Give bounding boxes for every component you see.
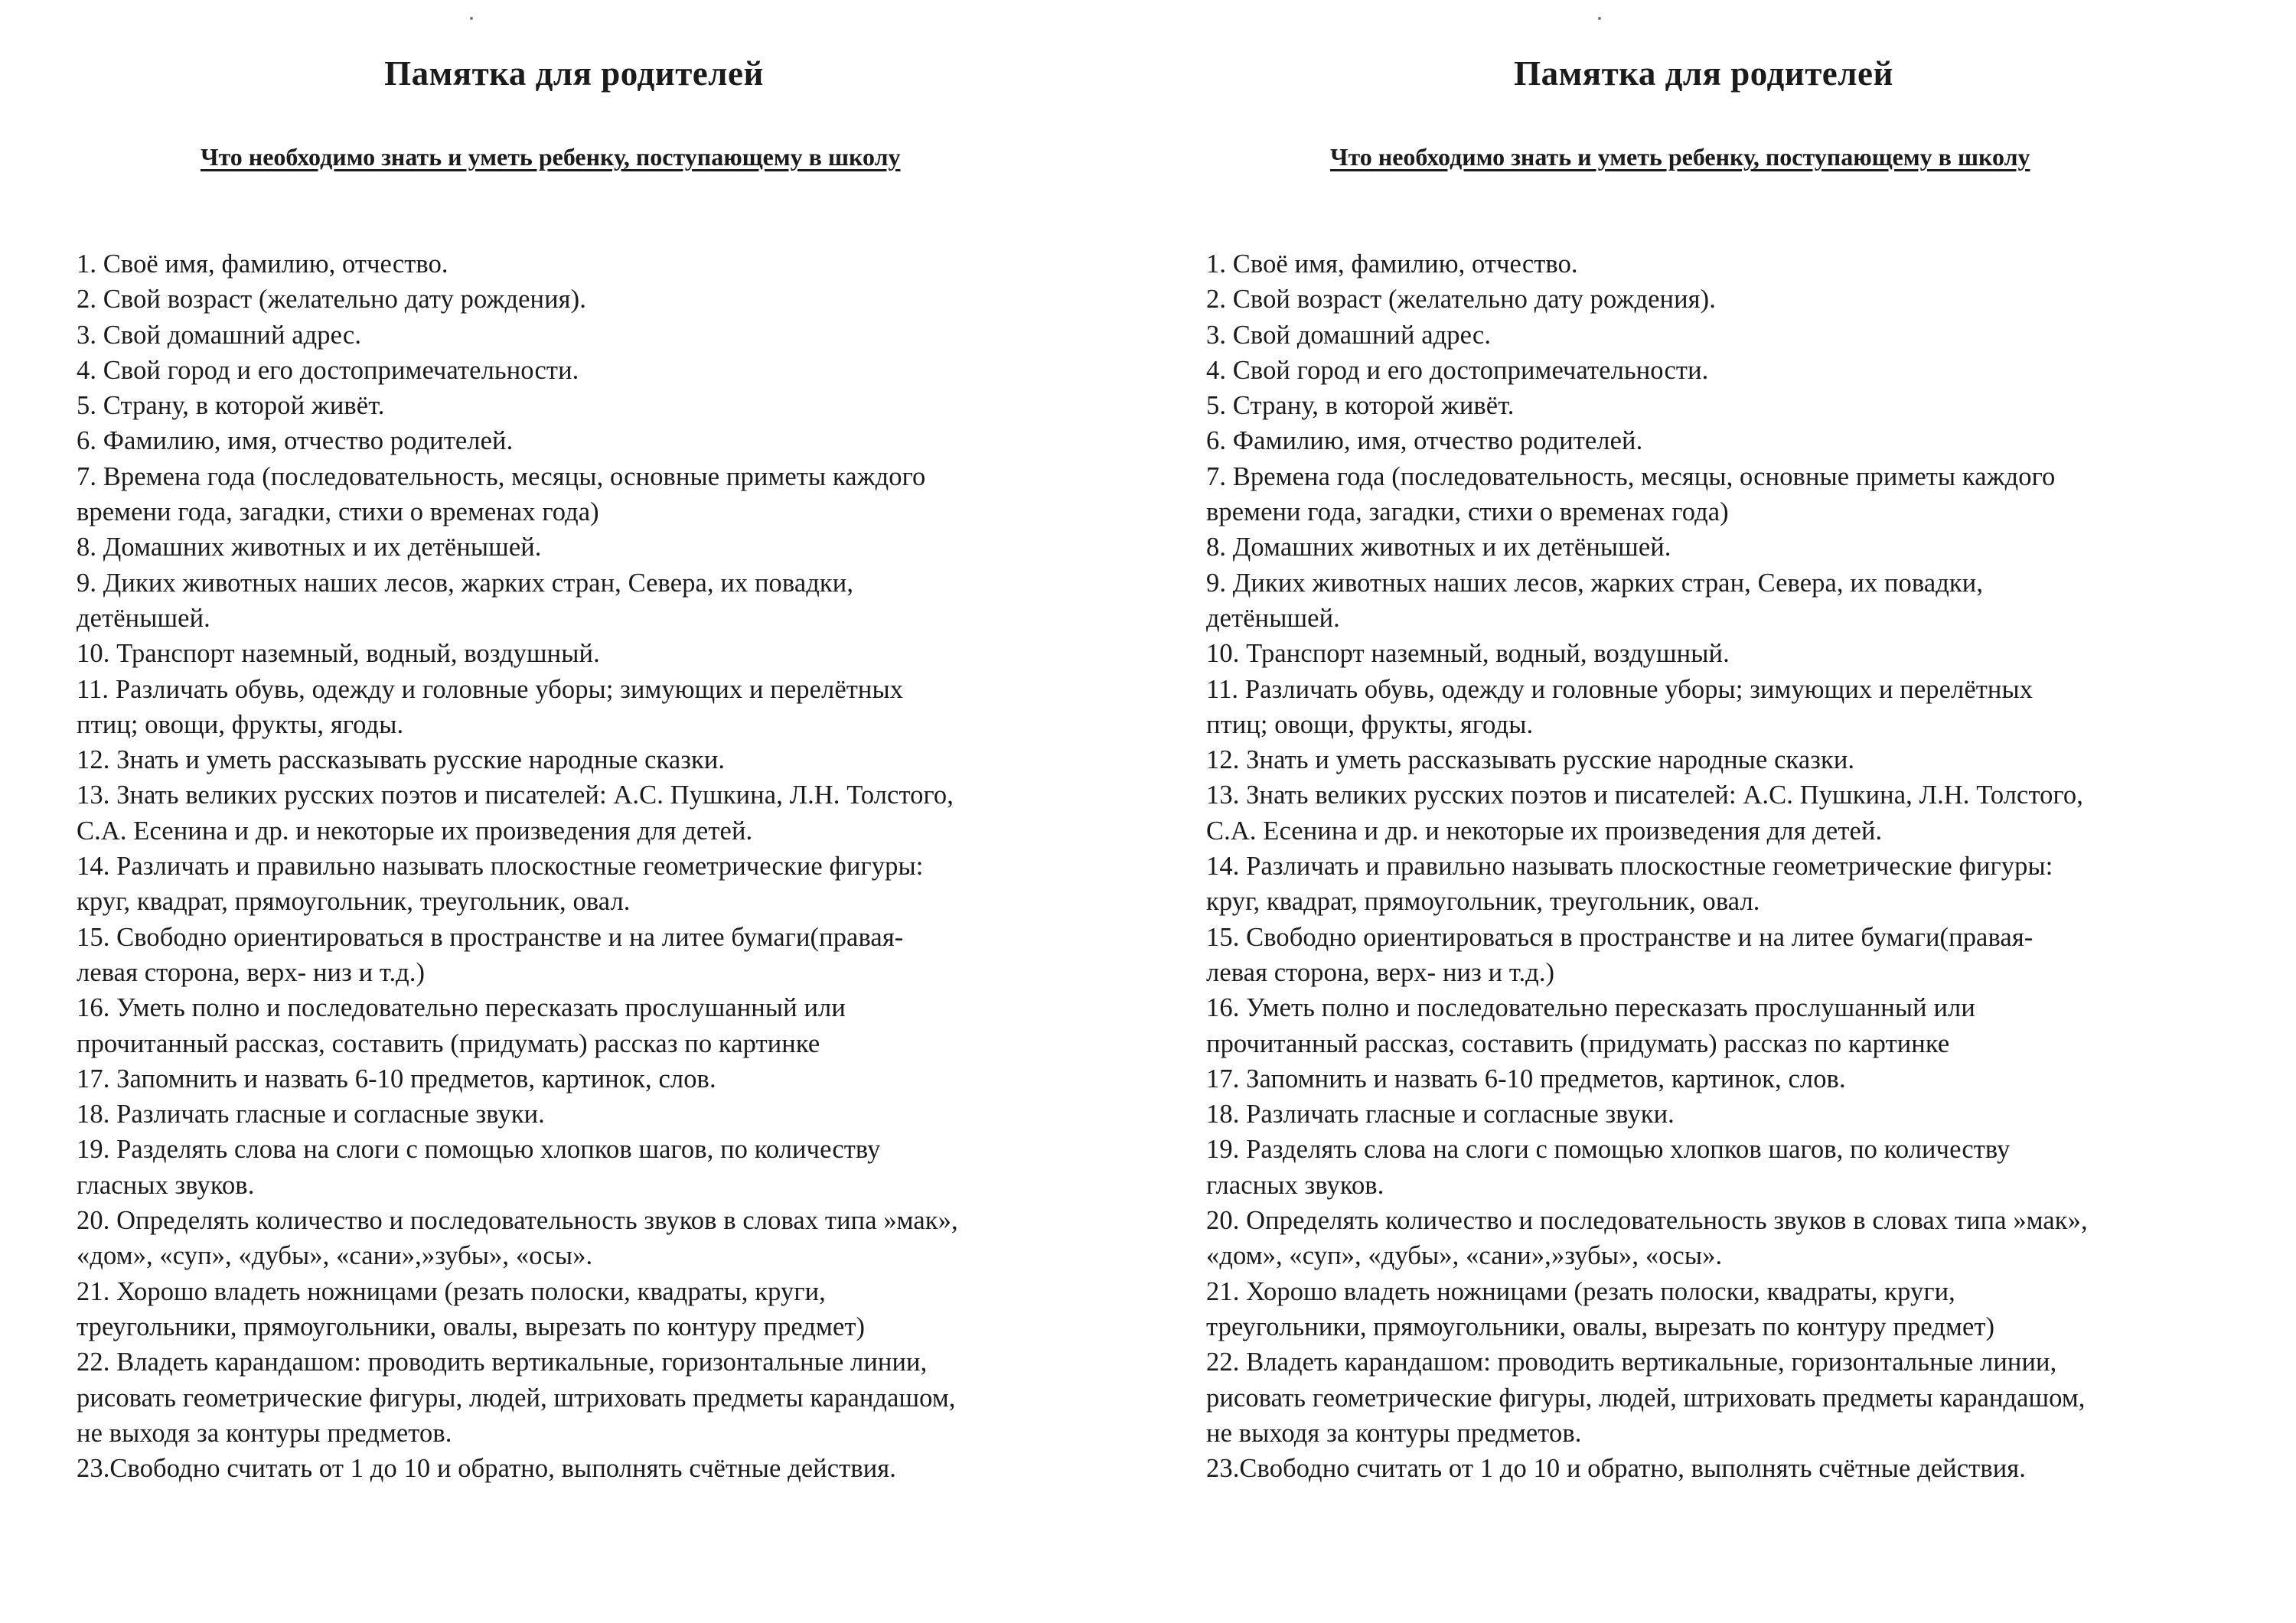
- list-item: 22. Владеть карандашом: проводить вертикальные, горизонтальные линии, рисовать геометрические фигуры, людей, штриховать предметы карандашом, не выходя за контуры предметов.: [1206, 1348, 2086, 1448]
- list-item: 11. Различать обувь, одежду и головные уборы; зимующих и перелётных птиц; овощи, фрукты, ягоды.: [77, 674, 904, 739]
- requirements-list: [77, 246, 1117, 1486]
- list-item: 17. Запомнить и назвать 6-10 предметов, картинок, слов.: [1206, 1064, 1846, 1093]
- list-item: 15. Свободно ориентироваться в пространстве и на литее бумаги(правая- левая сторона, верх- низ и т.д.): [1206, 922, 2033, 987]
- list-item: 10. Транспорт наземный, водный, воздушный.: [1206, 639, 1730, 669]
- list-item: 16. Уметь полно и последовательно пересказать прослушанный или прочитанный рассказ, составить (придумать) рассказ по картинке: [77, 993, 846, 1058]
- list-item: 16. Уметь полно и последовательно пересказать прослушанный или прочитанный рассказ, составить (придумать) рассказ по картинке: [1206, 993, 1975, 1058]
- list-item: 11. Различать обувь, одежду и головные уборы; зимующих и перелётных птиц; овощи, фрукты, ягоды.: [1206, 674, 2033, 739]
- page-subtitle: Что необходимо знать и уметь ребенку, поступающему в школу: [201, 143, 901, 171]
- list-item: 3. Свой домашний адрес.: [1206, 320, 1492, 350]
- list-item: 20. Определять количество и последовательность звуков в словах типа »мак», «дом», «суп», «дубы», «сани»,»зубы», «осы».: [77, 1206, 958, 1271]
- list-item: 6. Фамилию, имя, отчество родителей.: [1206, 426, 1643, 456]
- list-item: 2. Свой возраст (желательно дату рождения).: [1206, 285, 1716, 314]
- list-item: 23.Свободно считать от 1 до 10 и обратно, выполнять счётные действия.: [1206, 1454, 2026, 1484]
- list-item: 6. Фамилию, имя, отчество родителей.: [77, 426, 514, 456]
- list-item: 19. Разделять слова на слоги с помощью хлопков шагов, по количеству гласных звуков.: [77, 1135, 881, 1200]
- list-item: 4. Свой город и его достопримечательности.: [77, 355, 579, 385]
- list-item: 12. Знать и уметь рассказывать русские народные сказки.: [77, 745, 726, 775]
- list-item: 13. Знать великих русских поэтов и писателей: А.С. Пушкина, Л.Н. Толстого, С.А. Есенина и др. и некоторые их произведения для детей.: [1206, 781, 2084, 846]
- page-title: Памятка для родителей: [1514, 54, 1893, 93]
- list-item: 3. Свой домашний адрес.: [77, 320, 362, 350]
- list-item: 14. Различать и правильно называть плоскостные геометрические фигуры: круг, квадрат, прямоугольник, треугольник, овал.: [77, 852, 924, 917]
- list-item: 5. Страну, в которой живёт.: [77, 391, 385, 421]
- list-item: 17. Запомнить и назвать 6-10 предметов, картинок, слов.: [77, 1064, 716, 1093]
- list-item: 13. Знать великих русских поэтов и писателей: А.С. Пушкина, Л.Н. Толстого, С.А. Есенина и др. и некоторые их произведения для детей.: [77, 781, 954, 846]
- list-item: 14. Различать и правильно называть плоскостные геометрические фигуры: круг, квадрат, прямоугольник, треугольник, овал.: [1206, 852, 2053, 917]
- list-item: 9. Диких животных наших лесов, жарких стран, Севера, их повадки, детёнышей.: [1206, 568, 1984, 633]
- list-item: 8. Домашних животных и их детёнышей.: [77, 533, 542, 562]
- list-item: 9. Диких животных наших лесов, жарких стран, Севера, их повадки, детёнышей.: [77, 568, 854, 633]
- list-item: 21. Хорошо владеть ножницами (резать полоски, квадраты, круги, треугольники, прямоугольники, овалы, вырезать по контуру предмет): [1206, 1276, 1995, 1341]
- list-item: 15. Свободно ориентироваться в пространстве и на литее бумаги(правая- левая сторона, верх- низ и т.д.): [77, 922, 904, 987]
- list-item: 4. Свой город и его достопримечательности.: [1206, 355, 1709, 385]
- list-item: 18. Различать гласные и согласные звуки.: [1206, 1100, 1675, 1129]
- list-item: 1. Своё имя, фамилию, отчество.: [1206, 249, 1578, 279]
- list-item: 19. Разделять слова на слоги с помощью хлопков шагов, по количеству гласных звуков.: [1206, 1135, 2011, 1200]
- list-item: 23.Свободно считать от 1 до 10 и обратно, выполнять счётные действия.: [77, 1454, 896, 1484]
- scan-speck: [1598, 17, 1601, 20]
- list-item: 10. Транспорт наземный, водный, воздушный.: [77, 639, 600, 669]
- list-item: 1. Своё имя, фамилию, отчество.: [77, 249, 448, 279]
- list-item: 12. Знать и уметь рассказывать русские народные сказки.: [1206, 745, 1855, 775]
- list-item: 2. Свой возраст (желательно дату рождения).: [77, 285, 586, 314]
- list-item: 7. Времена года (последовательность, месяцы, основные приметы каждого времени года, загадки, стихи о временах года): [1206, 461, 2056, 527]
- list-item: 18. Различать гласные и согласные звуки.: [77, 1100, 545, 1129]
- list-item: 5. Страну, в которой живёт.: [1206, 391, 1515, 421]
- page-title: Памятка для родителей: [384, 54, 764, 93]
- requirements-list: [1206, 246, 2247, 1486]
- memo-sheet-right: [1130, 0, 2278, 1623]
- list-item: 20. Определять количество и последовательность звуков в словах типа »мак», «дом», «суп», «дубы», «сани»,»зубы», «осы».: [1206, 1206, 2088, 1271]
- list-item: 21. Хорошо владеть ножницами (резать полоски, квадраты, круги, треугольники, прямоугольники, овалы, вырезать по контуру предмет): [77, 1276, 866, 1341]
- page-subtitle: Что необходимо знать и уметь ребенку, поступающему в школу: [1330, 143, 2030, 171]
- scan-speck: [470, 17, 473, 20]
- list-item: 7. Времена года (последовательность, месяцы, основные приметы каждого времени года, загадки, стихи о временах года): [77, 461, 926, 527]
- list-item: 8. Домашних животных и их детёнышей.: [1206, 533, 1671, 562]
- list-item: 22. Владеть карандашом: проводить вертикальные, горизонтальные линии, рисовать геометрические фигуры, людей, штриховать предметы карандашом, не выходя за контуры предметов.: [77, 1348, 956, 1448]
